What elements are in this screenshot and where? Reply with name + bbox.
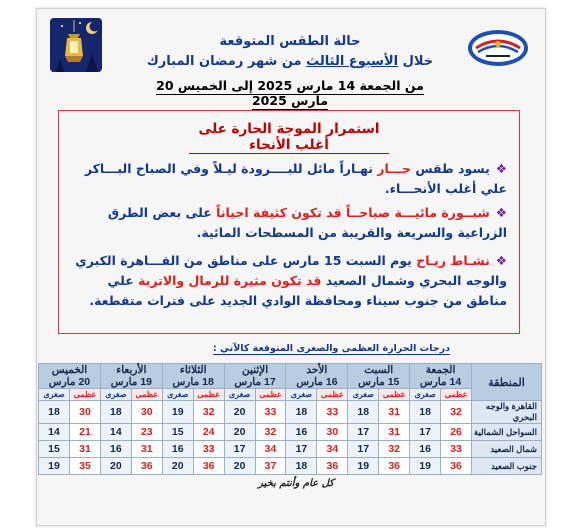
max-temp-cell: 36: [131, 458, 162, 475]
meteorological-authority-logo: [466, 28, 530, 68]
day-name: السبت: [364, 364, 394, 376]
day-name: الأحد: [306, 364, 328, 376]
day-name: الجمعة: [425, 364, 456, 376]
min-temp-cell: 15: [39, 441, 70, 458]
max-temp-cell: 30: [317, 424, 348, 441]
min-temp-cell: 19: [410, 458, 441, 475]
day-header: [100, 364, 162, 389]
min-label: صغرى: [39, 389, 70, 401]
temperature-table: [38, 363, 542, 475]
min-label: صغرى: [224, 389, 255, 401]
min-label: صغرى: [410, 389, 441, 401]
max-temp-cell: 36: [193, 458, 224, 475]
min-temp-cell: 18: [348, 401, 379, 424]
bullet-text-segment: علي مناطق من جنوب سيناء ومحافظة الوادي الجديد على فترات متقطعة.: [89, 273, 507, 308]
max-label: عظمى: [441, 389, 472, 401]
table-subheader-row: [39, 389, 542, 401]
max-label: عظمى: [379, 389, 410, 401]
day-header: [162, 364, 224, 389]
max-temp-cell: 32: [441, 401, 472, 424]
max-temp-cell: 21: [70, 424, 101, 441]
max-temp-cell: 33: [317, 401, 348, 424]
report-subtitle-week: الأسبوع الثالث: [306, 54, 399, 69]
min-temp-cell: 20: [224, 401, 255, 424]
day-name: الأربعاء: [116, 364, 147, 376]
day-header: [286, 364, 348, 389]
min-temp-cell: 16: [162, 441, 193, 458]
max-temp-cell: 32: [379, 441, 410, 458]
min-temp-cell: 14: [100, 424, 131, 441]
max-temp-cell: 31: [70, 441, 101, 458]
forecast-highlights-box: [58, 110, 520, 334]
day-header: [348, 364, 410, 389]
min-temp-cell: 17: [286, 441, 317, 458]
table-caption: درجات الحرارة العظمى والصغرى المتوقعة كالآتي :: [212, 343, 450, 354]
bullet-text-segment: شبــورة مائيـــة صباحــاً قد تكون كثيفة احياناً: [216, 205, 490, 220]
day-name: الثلاثاء: [179, 364, 207, 376]
max-temp-cell: 33: [441, 441, 472, 458]
report-date-range: من الجمعة 14 مارس 2025 إلى الخميس 20 مارس 2025: [156, 78, 424, 108]
max-label: عظمى: [131, 389, 162, 401]
max-temp-cell: 31: [131, 441, 162, 458]
region-name: السواحل الشمالية: [472, 424, 542, 441]
min-temp-cell: 17: [410, 424, 441, 441]
min-label: صغرى: [286, 389, 317, 401]
table-row: [39, 458, 542, 475]
min-temp-cell: 14: [39, 424, 70, 441]
report-subtitle: خلال الأسبوع الثالث من شهر رمضان المبارك: [146, 54, 434, 69]
bullet-text-segment: على بعض الطرق الزراعية والسريعة والقريبة من المسطحات المائية.: [107, 205, 507, 240]
highlights-title: استمرار الموجة الحارة على أغلب الأنحاء: [189, 121, 389, 154]
min-temp-cell: 15: [162, 424, 193, 441]
bullet-diamond-icon: ❖: [495, 161, 507, 176]
bullet-text-segment: يسود طقس: [410, 161, 490, 176]
table-row: [39, 441, 542, 458]
max-temp-cell: 30: [131, 401, 162, 424]
day-date: 16 مارس: [296, 376, 338, 388]
max-temp-cell: 33: [193, 441, 224, 458]
day-date: 14 مارس: [419, 376, 462, 388]
bullet-diamond-icon: ❖: [495, 253, 507, 268]
min-temp-cell: 18: [39, 401, 70, 424]
min-temp-cell: 18: [286, 458, 317, 475]
max-label: عظمى: [255, 389, 286, 401]
min-temp-cell: 17: [224, 441, 255, 458]
min-temp-cell: 20: [224, 458, 255, 475]
region-name: القاهرة والوجه البحري: [472, 401, 542, 424]
max-temp-cell: 23: [131, 424, 162, 441]
table-row: [39, 401, 542, 424]
max-temp-cell: 26: [441, 424, 472, 441]
bullet-text-segment: حـــار: [377, 161, 411, 176]
day-date: 18 مارس: [172, 376, 214, 388]
signoff-greeting: كل عام وأنتم بخير: [258, 478, 334, 489]
day-header: [224, 364, 286, 389]
min-temp-cell: 16: [410, 441, 441, 458]
max-label: عظمى: [317, 389, 348, 401]
min-temp-cell: 20: [224, 424, 255, 441]
report-header: [120, 32, 460, 72]
min-temp-cell: 19: [348, 458, 379, 475]
min-temp-cell: 20: [162, 458, 193, 475]
min-temp-cell: 20: [100, 458, 131, 475]
min-temp-cell: 16: [286, 424, 317, 441]
bullet-winds: [71, 251, 507, 311]
max-temp-cell: 30: [70, 401, 101, 424]
day-header: [39, 364, 101, 389]
max-temp-cell: 36: [441, 458, 472, 475]
max-temp-cell: 32: [193, 401, 224, 424]
min-temp-cell: 19: [162, 401, 193, 424]
max-label: عظمى: [70, 389, 101, 401]
min-temp-cell: 17: [348, 441, 379, 458]
day-date: 19 مارس: [110, 376, 153, 388]
bullet-text-segment: يوم السبت 15 مارس على مناطق من القـــاهرة الكبري والوجه البحري وشمال الصعيد: [75, 253, 507, 288]
day-date: 20 مارس: [48, 376, 91, 388]
day-date: 17 مارس: [234, 376, 276, 388]
region-name: شمال الصعيد: [472, 441, 542, 458]
table-header-row: [39, 364, 542, 389]
max-temp-cell: 34: [255, 441, 286, 458]
bullet-text-segment: قد تكون مثيرة للرمال والاتربة: [138, 273, 322, 288]
max-temp-cell: 37: [255, 458, 286, 475]
max-temp-cell: 35: [70, 458, 101, 475]
min-temp-cell: 17: [348, 424, 379, 441]
day-date: 15 مارس: [358, 376, 400, 388]
min-label: صغرى: [100, 389, 131, 401]
bullet-text-segment: نشـاط ريـاح: [416, 253, 490, 268]
min-temp-cell: 19: [39, 458, 70, 475]
max-temp-cell: 36: [317, 458, 348, 475]
min-temp-cell: 16: [100, 441, 131, 458]
bullet-text-segment: نهـاراً مائل للبــــرودة ليـلاً وفي الصباح البـــاكر علي أغلب الأنحـــاء.: [84, 161, 507, 196]
max-temp-cell: 33: [255, 401, 286, 424]
day-name: الإثنين: [241, 364, 269, 376]
min-temp-cell: 18: [410, 401, 441, 424]
bullet-hot-weather: [71, 159, 507, 199]
bullet-fog: [71, 203, 507, 243]
max-temp-cell: 32: [255, 424, 286, 441]
bullet-diamond-icon: ❖: [495, 205, 507, 220]
report-title: حالة الطقس المتوقعة: [219, 34, 361, 49]
max-temp-cell: 34: [317, 441, 348, 458]
min-label: صغرى: [348, 389, 379, 401]
min-temp-cell: 18: [100, 401, 131, 424]
max-temp-cell: 36: [379, 458, 410, 475]
day-header: [410, 364, 472, 389]
max-temp-cell: 24: [193, 424, 224, 441]
region-header: المنطقة: [472, 364, 542, 401]
max-temp-cell: 31: [379, 401, 410, 424]
min-temp-cell: 18: [286, 401, 317, 424]
ramadan-lantern-icon: [50, 18, 102, 72]
max-label: عظمى: [193, 389, 224, 401]
day-name: الخميس: [51, 364, 88, 376]
min-label: صغرى: [162, 389, 193, 401]
max-temp-cell: 31: [379, 424, 410, 441]
region-name: جنوب الصعيد: [472, 458, 542, 475]
table-row: [39, 424, 542, 441]
